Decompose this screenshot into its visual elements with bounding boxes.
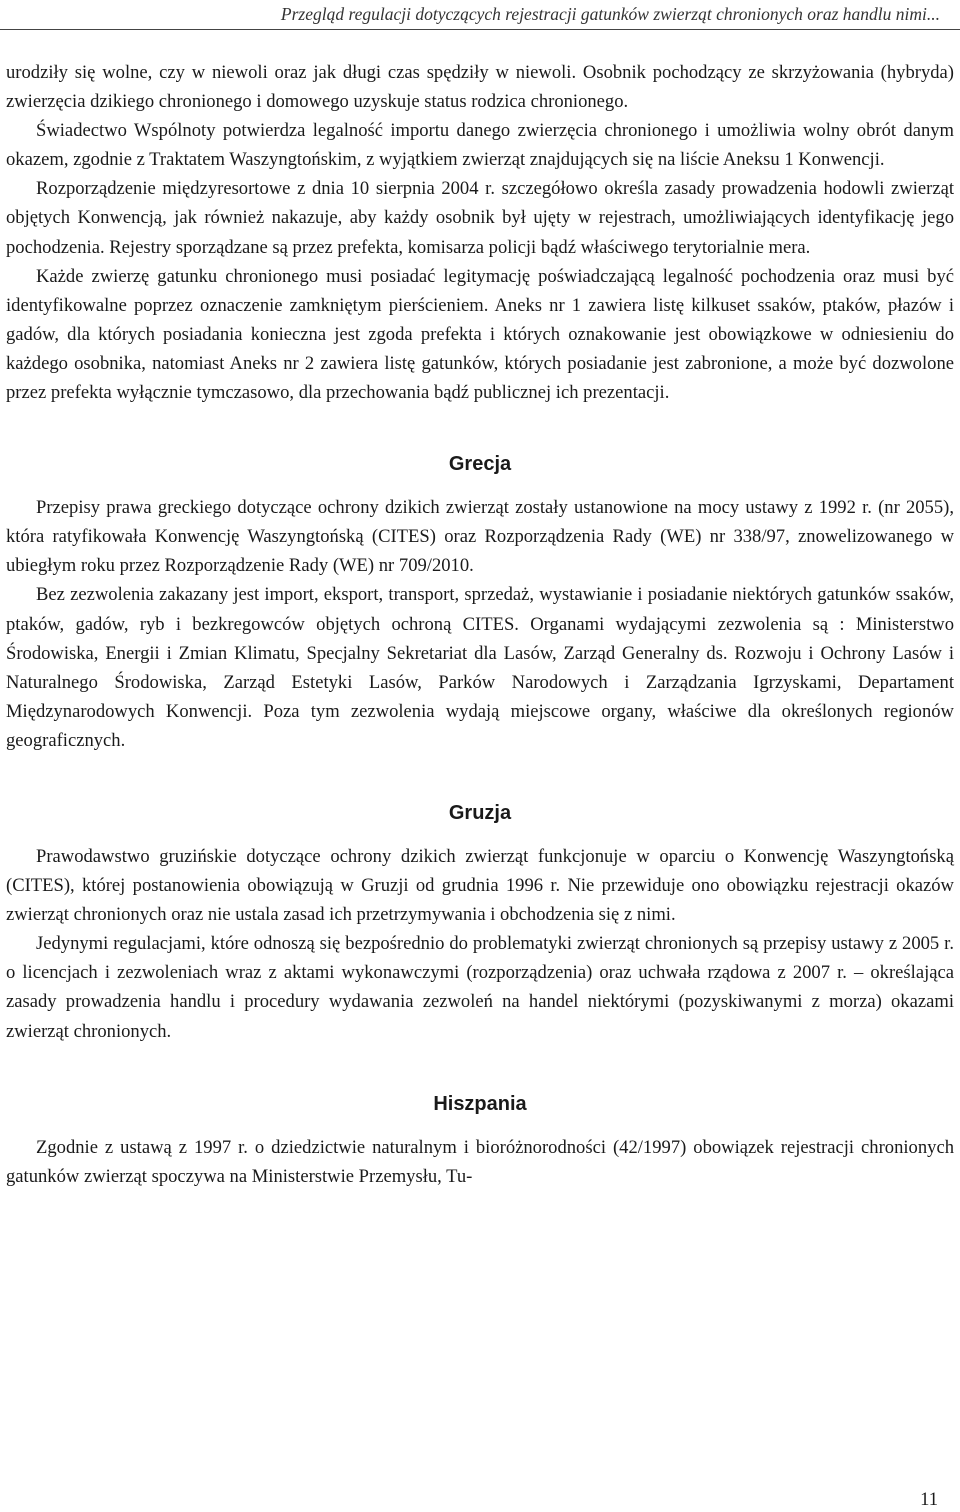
- paragraph: urodziły się wolne, czy w niewoli oraz jak długi czas spędziły w niewoli. Osobnik pochodzący ze skrzyżowania (hybryda) zwierzęcia dzikiego chronionego i domowego uzyskuje status rodzica chronionego.: [6, 62, 954, 113]
- running-header: [0, 0, 960, 30]
- paragraph: Rozporządzenie międzyresortowe z dnia 10 sierpnia 2004 r. szczegółowo określa zasady prowadzenia hodowli zwierząt objętych Konwencją, jak również nakazuje, aby każdy osobnik był ujęty w rejestrach, umożliwiających identyfikację jego pochodzenia. Rejestry sporządzane są przez prefekta, komisarza policji bądź właściwego terytorialnie mera.: [6, 178, 954, 258]
- paragraph: Przepisy prawa greckiego dotyczące ochrony dzikich zwierząt zostały ustanowione na mocy ustawy z 1992 r. (nr 2055), która ratyfikowała Konwencję Waszyngtońską (CITES) oraz Rozporządzenia Rady (WE) nr 338/97, znowelizowanego w ubiegłym roku przez Rozporządzenie Rady (WE) nr 709/2010.: [6, 497, 954, 577]
- running-title: Przegląd regulacji dotyczących rejestracji gatunków zwierząt chronionych oraz handlu nimi...: [280, 4, 940, 24]
- section-heading-hiszpania: Hiszpania: [433, 1092, 527, 1115]
- paragraph: Każde zwierzę gatunku chronionego musi posiadać legitymację poświadczającą legalność pochodzenia oraz musi być identyfikowalne poprzez oznaczenie zamkniętym pierścieniem. Aneks nr 1 zawiera listę kilkuset ssaków, ptaków, płazów i gadów, dla których posiadania konieczna jest zgoda prefekta i których oznakowanie jest obowiązkowe w odniesieniu do każdego osobnika, natomiast Aneks nr 2 zawiera listę gatunków, których posiadanie jest zabronione, a może być dozwolone przez prefekta wyłącznie tymczasowo, dla przechowania bądź publicznej ich prezentacji.: [6, 265, 954, 404]
- paragraph: Jedynymi regulacjami, które odnoszą się bezpośrednio do problematyki zwierząt chronionych są przepisy ustawy z 2005 r. o licencjach i zezwoleniach wraz z aktami wykonawczymi (rozporządzenia) oraz uchwała rządowa z 2007 r. – określająca zasady prowadzenia handlu i procedury wydawania zezwoleń na handel niektórymi (pozyskiwanymi z morza) okazami zwierząt chronionych.: [6, 933, 954, 1042]
- paragraph: Bez zezwolenia zakazany jest import, eksport, transport, sprzedaż, wystawianie i posiadanie niektórych gatunków ssaków, ptaków, gadów, ryb i bezkregowców objętych ochroną CITES. Organami wydającymi zezwolenia są : Ministerstwo Środowiska, Energii i Zmian Klimatu, Specjalny Sekretariat dla Lasów, Zarząd Generalny ds. Rozwoju i Ochrony Lasów i Naturalnego Środowiska, Zarząd Estetyki Lasów, Parków Narodowych i Zarządzania Igrzyskami, Departament Międzynarodowych Konwencji. Poza tym zezwolenia wydają miejscowe organy, właściwe dla określonych regionów geograficznych.: [6, 584, 954, 751]
- page-number: 11: [920, 1489, 938, 1510]
- paragraph: Świadectwo Wspólnoty potwierdza legalność importu danego zwierzęcia chronionego i umożliwia wolny obrót danym okazem, zgodnie z Traktatem Waszyngtońskim, z wyjątkiem zwierząt znajdujących się na liście Aneksu 1 Konwencji.: [6, 120, 954, 171]
- section-heading-grecja: Grecja: [448, 453, 512, 476]
- page-body: [6, 58, 954, 1191]
- paragraph: Zgodnie z ustawą z 1997 r. o dziedzictwie naturalnym i bioróżnorodności (42/1997) obowiązek rejestracji chronionych gatunków zwierząt spoczywa na Ministerstwie Przemysłu, Tu-: [6, 1136, 954, 1187]
- section-heading-gruzja: Gruzja: [448, 801, 512, 824]
- paragraph: Prawodawstwo gruzińskie dotyczące ochrony dzikich zwierząt funkcjonuje w oparciu o Konwencję Waszyngtońską (CITES), której postanowienia obowiązują w Gruzji od grudnia 1996 r. Nie przewiduje ono obowiązku rejestracji okazów zwierząt chronionych oraz nie ustala zasad ich przetrzymywania i obchodzenia się z nimi.: [6, 845, 954, 926]
